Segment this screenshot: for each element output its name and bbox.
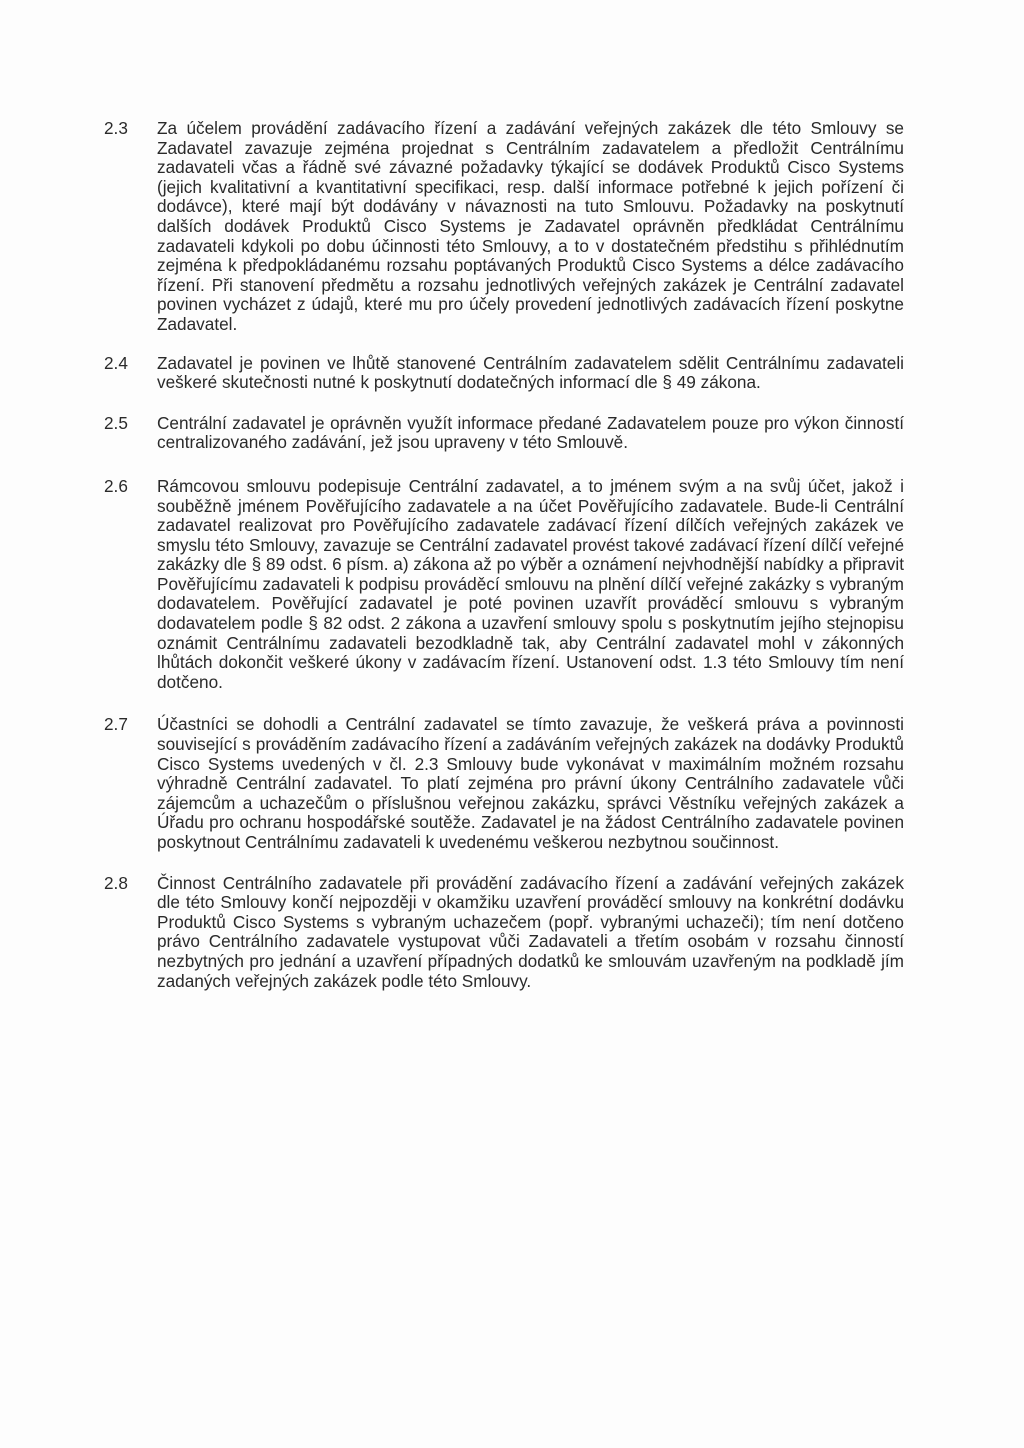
clause-text: Účastníci se dohodli a Centrální zadavatel se tímto zavazuje, že veškerá práva a povinnosti související s prováděním zadávacího řízení a zadáváním veřejných zakázek na dodávky Produktů Cisco Systems uvedených v čl. 2.3 Smlouvy bude vykonávat v maximálním možném rozsahu výhradně Centrální zadavatel. To platí zejména pro právní úkony Centrálního zadavatele vůči zájemcům a uchazečům o příslušnou veřejnou zakázku, správci Věstníku veřejných zakázek a Úřadu pro ochranu hospodářské soutěže. Zadavatel je na žádost Centrálního zadavatele povinen poskytnout Centrálnímu zadavateli k uvedenému veškerou nezbytnou součinnost. — [157, 714, 904, 852]
clause-number: 2.7 — [104, 714, 128, 735]
clause-number: 2.4 — [104, 352, 128, 373]
clause-2-4 — [104, 354, 904, 393]
clause-2-5 — [104, 414, 904, 453]
clause-number: 2.6 — [104, 475, 128, 496]
clause-number: 2.3 — [104, 118, 128, 138]
clause-text: Rámcovou smlouvu podepisuje Centrální zadavatel, a to jménem svým a na svůj účet, jakož i souběžně jménem Pověřujícího zadavatele a na účet Pověřujícího zadavatele. Bude-li Centrální zadavatel realizovat pro Pověřujícího zadavatele zadávací řízení dílčích veřejných zakázek ve smyslu této Smlouvy, zavazuje se Centrální zadavatel provést takové zadávací řízení dílčí veřejné zakázky dle § 89 odst. 6 písm. a) zákona až po výběr a oznámení nejvhodnější nabídky a připravit Pověřujícímu zadavateli k podpisu prováděcí smlouvu na plnění dílčí veřejné zakázky s vybraným dodavatelem. Pověřující zadavatel je poté povinen uzavřít prováděcí smlouvu s vybraným dodavatelem podle § 82 odst. 2 zákona a uzavření smlouvy spolu s poskytnutím jejího stejnopisu oznámit Centrálnímu zadavateli bezodkladně tak, aby Centrální zadavatel mohl v zákonných lhůtách dokončit veškeré úkony v zadávacím řízení. Ustanovení odst. 1.3 této Smlouvy tím není dotčeno. — [157, 475, 904, 692]
clause-number: 2.8 — [104, 872, 128, 893]
clause-2-8 — [104, 874, 904, 992]
document-body — [104, 119, 904, 991]
clause-text: Činnost Centrálního zadavatele při provádění zadávacího řízení a zadávání veřejných zakázek dle této Smlouvy končí nejpozději v okamžiku uzavření prováděcí smlouvy na konkrétní dodávku Produktů Cisco Systems s vybraným uchazečem (popř. vybranými uchazeči); tím není dotčeno právo Centrálního zadavatele vystupovat vůči Zadavateli a třetím osobám v rozsahu činností nezbytných pro jednání a uzavření případných dodatků ke smlouvám uzavřeným na podkladě jím zadaných veřejných zakázek podle této Smlouvy. — [157, 872, 904, 991]
clause-2-6 — [104, 477, 904, 693]
clause-2-3 — [104, 119, 904, 335]
clause-text: Za účelem provádění zadávacího řízení a zadávání veřejných zakázek dle této Smlouvy se Zadavatel zavazuje zejména projednat s Centrálním zadavatelem a předložit Centrálnímu zadavateli včas a řádně své závazné požadavky týkající se dodávek Produktů Cisco Systems (jejich kvalitativní a kvantitativní specifikaci, resp. další informace potřebné k jejich pořízení či dodávce), které mají být dodávány v návaznosti na tuto Smlouvu. Požadavky na poskytnutí dalších dodávek Produktů Cisco Systems je Zadavatel oprávněn předkládat Centrálnímu zadavateli kdykoli po dobu účinnosti této Smlouvy, a to v dostatečném předstihu s přihlédnutím zejména k předpokládanému rozsahu poptávaných Produktů Cisco Systems a délce zadávacího řízení. Při stanovení předmětu a rozsahu jednotlivých veřejných zakázek je Centrální zadavatel povinen vycházet z údajů, které mu pro účely provedení jednotlivých zadávacích řízení poskytne Zadavatel. — [157, 118, 904, 334]
clause-2-7 — [104, 715, 904, 852]
clause-text: Centrální zadavatel je oprávněn využít informace předané Zadavatelem pouze pro výkon činností centralizovaného zadávání, jež jsou upraveny v této Smlouvě. — [157, 412, 904, 453]
clause-number: 2.5 — [104, 412, 128, 433]
clause-text: Zadavatel je povinen ve lhůtě stanovené Centrálním zadavatelem sdělit Centrálnímu zadavateli veškeré skutečnosti nutné k poskytnutí dodatečných informací dle § 49 zákona. — [157, 352, 904, 393]
